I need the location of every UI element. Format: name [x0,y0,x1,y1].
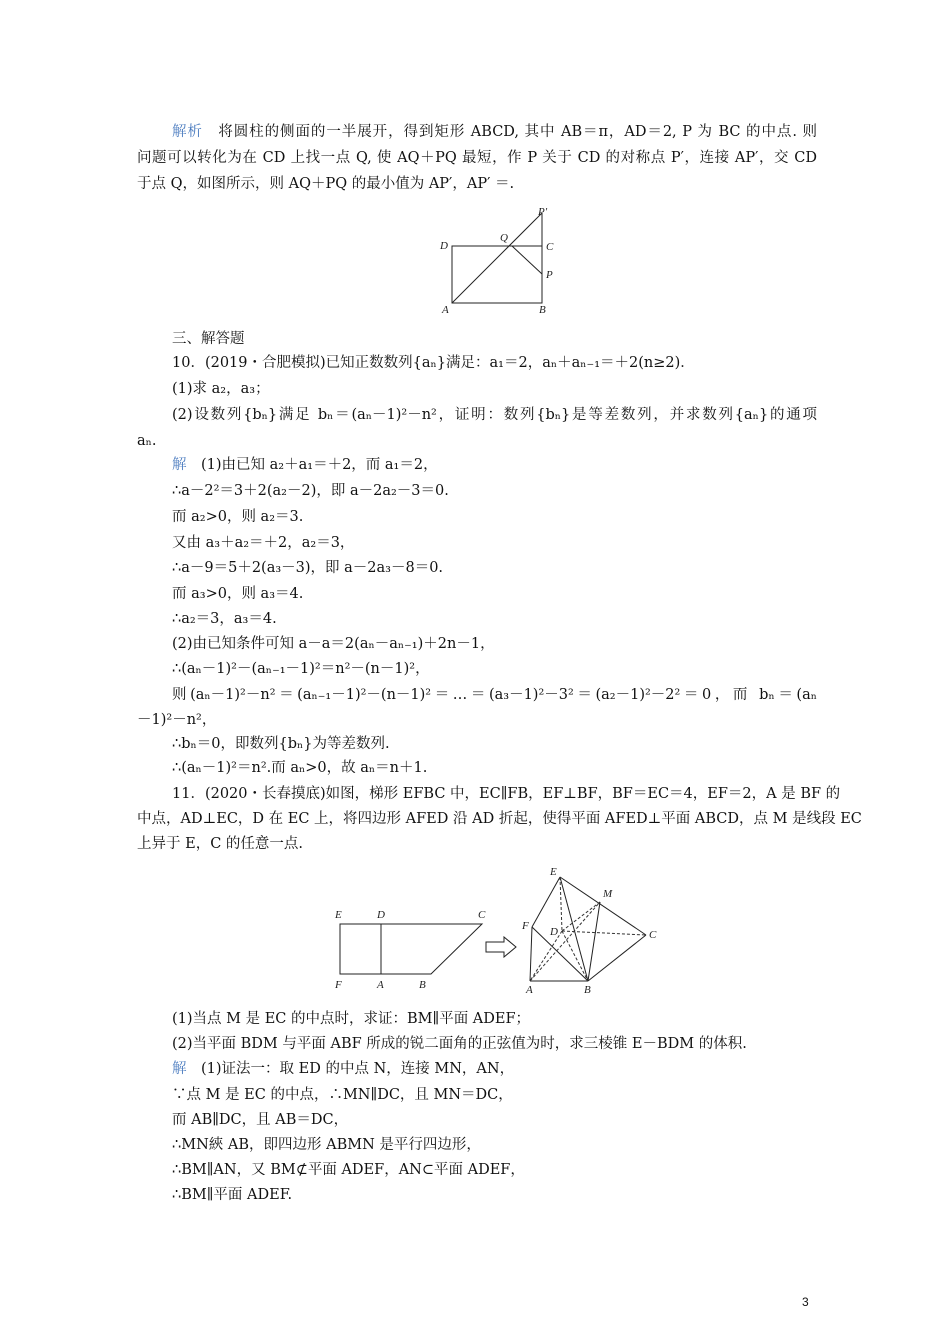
text: (1)由已知 a₂＋a₁＝＋2，而 a₁＝2， [201,457,438,473]
proof-line-6: ∴BM∥平面 ADEF. [172,1187,293,1203]
label-A: A [442,304,449,316]
answer-line-5: ∴a－9＝5＋2(a₃－3)，即 a－2a₃－8＝0. [172,560,444,576]
q10-line-4: aₙ. [137,433,157,449]
answer-line-7: ∴a₂＝3，a₃＝4. [172,611,277,627]
answer-line-4: 又由 a₃＋a₂＝＋2，a₂＝3， [172,535,355,551]
proof-line-1 [172,1059,817,1079]
label-D: D [377,909,385,921]
label-B: B [539,304,546,316]
label-D: D [550,926,558,938]
rectangle-unfold-figure [426,201,556,319]
q11-line-2: 中点，AD⊥EC，D 在 EC 上，将四边形 AFED 沿 AD 折起，使得平面 AFED⊥平面 ABCD，点 M 是线段 EC [137,811,862,827]
answer-line-3: 而 a₂>0，则 a₂＝3. [172,509,304,525]
q11-line-5: (2)当平面 BDM 与平面 ABF 所成的锐二面角的正弦值为时，求三棱锥 E－BDM 的体积. [172,1036,747,1052]
page-number: 3 [802,1295,809,1309]
answer-line-11: －1)²－n²， [137,712,217,728]
trapezoid-figure [326,900,502,992]
label-P: P [546,269,553,281]
answer-tag: 解 [172,457,187,473]
q10-line-2: (1)求 a₂，a₃； [172,381,270,397]
q10-line-1: 10．(2019・合肥模拟)已知正数数列{aₙ}满足：a₁＝2，aₙ＋aₙ₋₁＝＋2(n≥2)． [172,355,695,371]
answer-line-1 [172,455,817,475]
label-Pp: P′ [538,206,548,218]
answer-line-6: 而 a₃>0，则 a₃＝4. [172,586,304,602]
label-C: C [649,929,657,941]
solution-line-1 [172,122,817,142]
q10-line-3: (2)设数列{bₙ}满足 bₙ＝(aₙ－1)²－n²，证明：数列{bₙ}是等差数列，并求数列{aₙ}的通项 [172,407,817,423]
proof-line-2: ∵点 M 是 EC 的中点，∴MN∥DC，且 MN＝DC， [172,1087,513,1103]
section-heading: 三、解答题 [172,331,245,347]
solution-line-2: 问题可以转化为在 CD 上找一点 Q, 使 AQ＋PQ 最短，作 P 关于 CD 的对称点 P′，连接 AP′，交 CD [137,150,817,166]
folded-solid-figure [520,857,666,997]
arrow-right-icon [484,936,518,958]
q11-line-3: 上异于 E，C 的任意一点. [137,836,304,852]
proof-line-3: 而 AB∥DC，且 AB＝DC， [172,1112,349,1128]
answer-line-12: ∴bₙ＝0，即数列{bₙ}为等差数列. [172,736,390,752]
q11-line-4: (1)当点 M 是 EC 的中点时，求证：BM∥平面 ADEF； [172,1011,531,1027]
solution-tag: 解析 [172,124,203,140]
proof-line-5: ∴BM∥AN，又 BM⊄平面 ADEF，AN⊂平面 ADEF， [172,1162,525,1178]
answer-line-2: ∴a－2²＝3＋2(a₂－2)，即 a－2a₂－3＝0. [172,483,449,499]
label-C: C [478,909,486,921]
answer-line-9: ∴(aₙ－1)²－(aₙ₋₁－1)²＝n²－(n－1)²， [172,661,430,677]
label-F: F [335,979,342,991]
label-C: C [546,241,554,253]
label-F: F [522,920,529,932]
label-Q: Q [500,232,508,244]
label-M: M [603,888,613,900]
answer-line-8: (2)由已知条件可知 a－a＝2(aₙ－aₙ₋₁)＋2n－1， [172,636,495,652]
proof-line-4: ∴MN綊 AB，即四边形 ABMN 是平行四边形， [172,1137,481,1153]
label-E: E [550,866,557,878]
q11-line-1: 11．(2020・长春摸底)如图，梯形 EFBC 中，EC∥FB，EF⊥BF，BF＝EC＝4，EF＝2，A 是 BF 的 [172,786,841,802]
text: (1)证法一：取 ED 的中点 N，连接 MN，AN， [201,1061,515,1077]
label-E: E [335,909,342,921]
proof-tag: 解 [172,1061,187,1077]
label-B: B [419,979,426,991]
answer-line-10: 则(aₙ－1)²－n²＝(aₙ₋₁－1)²－(n－1)²＝…＝(a₃－1)²－3²＝(a₂－1)²－2²＝0，而 bₙ＝(aₙ [172,687,817,703]
text: 将圆柱的侧面的一半展开，得到矩形 ABCD, 其中 AB＝π，AD＝2, P 为 BC 的中点. 则 [218,124,817,140]
label-D: D [440,240,448,252]
label-B: B [584,984,591,996]
label-A: A [377,979,384,991]
answer-line-13: ∴(aₙ－1)²＝n².而 aₙ>0，故 aₙ＝n＋1. [172,760,428,776]
solution-line-3: 于点 Q，如图所示，则 AQ＋PQ 的最小值为 AP′，AP′ ＝. [137,176,515,192]
label-A: A [526,984,533,996]
